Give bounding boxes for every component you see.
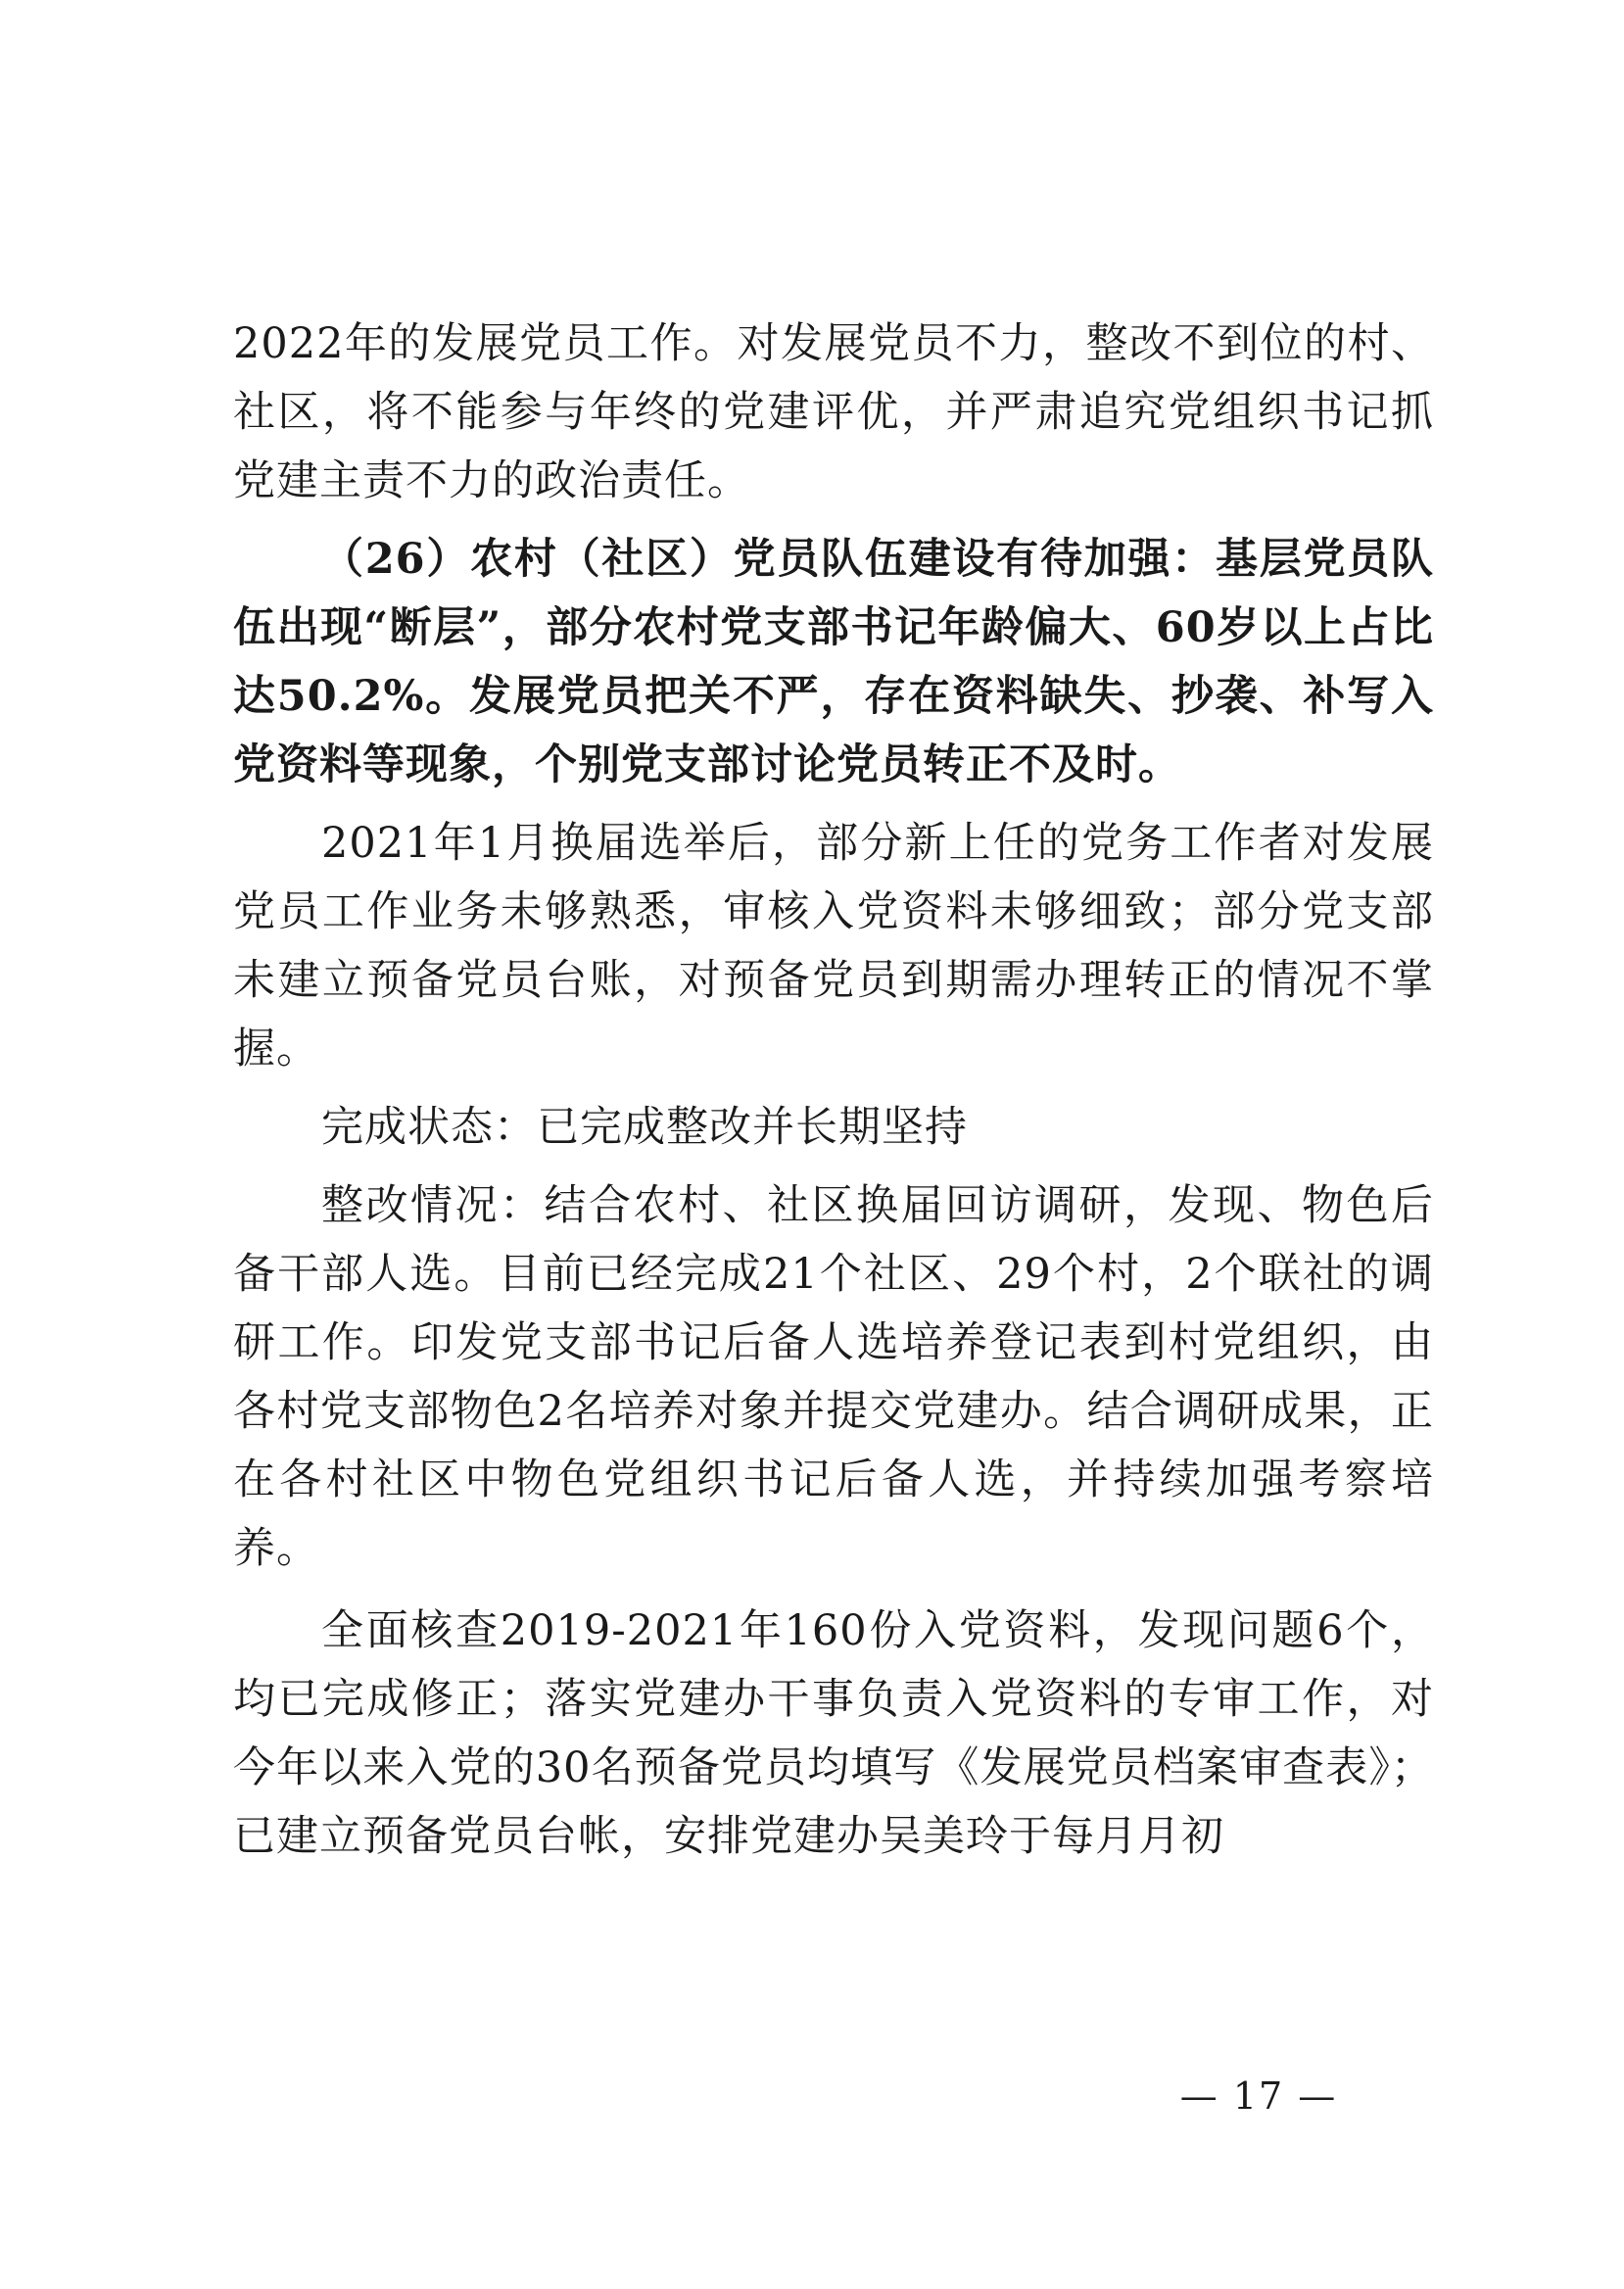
paragraph-continuation: 2022年的发展党员工作。对发展党员不力，整改不到位的村、社区，将不能参与年终的党建评优，并严肃追究党组织书记抓党建主责不力的政治责任。 — [233, 319, 1434, 505]
paragraph-document-review: 全面核查2019-2021年160份入党资料，发现问题6个，均已完成修正；落实党建办干事负责入党资料的专审工作，对今年以来入党的30名预备党员均填写《发展党员档案审查表》；已建立预备党员台帐，安排党建办吴美玲于每月月初 — [233, 1606, 1434, 1861]
page-number: — 17 — — [1179, 2074, 1338, 2118]
paragraph-completion-status: 完成状态：已完成整改并长期坚持 — [321, 1103, 968, 1152]
paragraph-rectification-status: 整改情况：结合农村、社区换届回访调研，发现、物色后备干部人选。目前已经完成21个社区、29个村，2个联社的调研工作。印发党支部书记后备人选培养登记表到村党组织，由各村党支部物色2名培养对象并提交党建办。结合调研成果，正在各村社区中物色党组织书记后备人选，并持续加强考察培养。 — [233, 1181, 1434, 1573]
document-body — [233, 310, 1434, 1871]
paragraph-issue-26-heading: （26）农村（社区）党员队伍建设有待加强：基层党员队伍出现“断层”，部分农村党支部书记年龄偏大、60岁以上占比达50.2%。发展党员把关不严，存在资料缺失、抄袭、补写入党资料等现象，个别党支部讨论党员转正不及时。 — [233, 535, 1434, 789]
paragraph-cause-analysis: 2021年1月换届选举后，部分新上任的党务工作者对发展党员工作业务未够熟悉，审核入党资料未够细致；部分党支部未建立预备党员台账，对预备党员到期需办理转正的情况不掌握。 — [233, 819, 1434, 1073]
